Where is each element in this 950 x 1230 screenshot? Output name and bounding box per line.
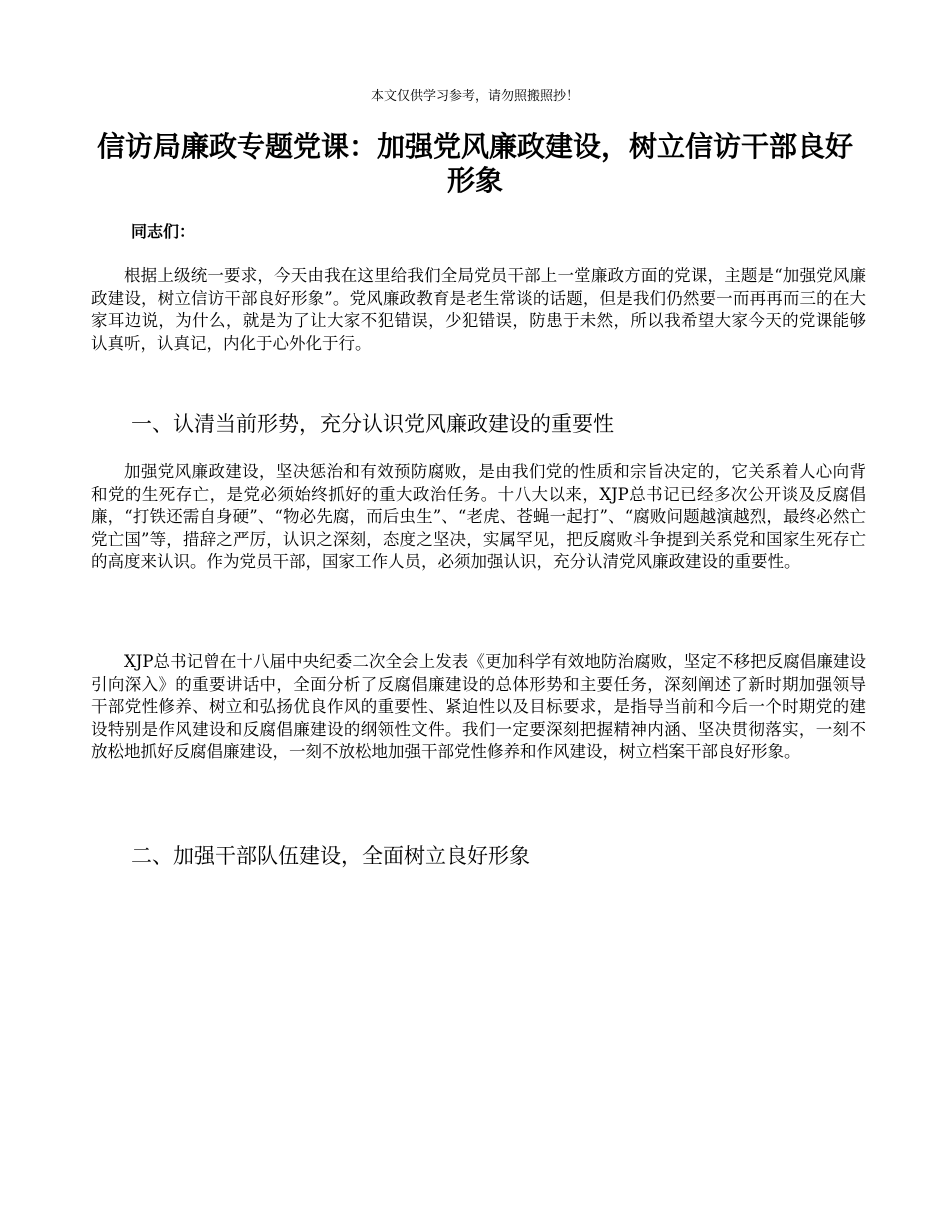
section-1-paragraph-1: 加强党风廉政建设，坚决惩治和有效预防腐败，是由我们党的性质和宗旨决定的，它关系着人心向背和党的生死存亡，是党必须始终抓好的重大政治任务。十八大以来，XJP总书记已经多次公开谈及反腐倡廉，“打铁还需自身硬”、“物必先腐，而后虫生”、“老虎、苍蝇一起打”、“腐败问题越演越烈，最终必然亡党亡国”等，措辞之严厉，认识之深刻，态度之坚决，实属罕见，把反腐败斗争提到关系党和国家生死存亡的高度来认识。作为党员干部，国家工作人员，必须加强认识，充分认清党风廉政建设的重要性。 [91,462,866,572]
section-heading-2: 二、加强干部队伍建设，全面树立良好形象 [131,844,530,868]
section-heading-1: 一、认清当前形势，充分认识党风廉政建设的重要性 [131,412,614,436]
document-title: 信访局廉政专题党课：加强党风廉政建设，树立信访干部良好形象 [96,130,853,197]
salutation: 同志们： [131,222,196,241]
intro-paragraph: 根据上级统一要求，今天由我在这里给我们全局党员干部上一堂廉政方面的党课，主题是“加强党风廉政建设，树立信访干部良好形象”。党风廉政教育是老生常谈的话题，但是我们仍然要一而再再而三的在大家耳边说，为什么，就是为了让大家不犯错误，少犯错误，防患于未然，所以我希望大家今天的党课能够认真听，认真记，内化于心外化于行。 [91,266,866,353]
copy-notice: 本文仅供学习参考，请勿照搬照抄！ [370,89,579,104]
section-1-paragraph-2: XJP总书记曾在十八届中央纪委二次全会上发表《更加科学有效地防治腐败，坚定不移把反腐倡廉建设引向深入》的重要讲话中，全面分析了反腐倡廉建设的总体形势和主要任务，深刻阐述了新时期加强领导干部党性修养、树立和弘扬优良作风的重要性、紧迫性以及目标要求，是指导当前和今后一个时期党的建设特别是作风建设和反腐倡廉建设的纲领性文件。我们一定要深刻把握精神内涵、坚决贯彻落实，一刻不放松地抓好反腐倡廉建设，一刻不放松地加强干部党性修养和作风建设，树立档案干部良好形象。 [91,652,866,762]
